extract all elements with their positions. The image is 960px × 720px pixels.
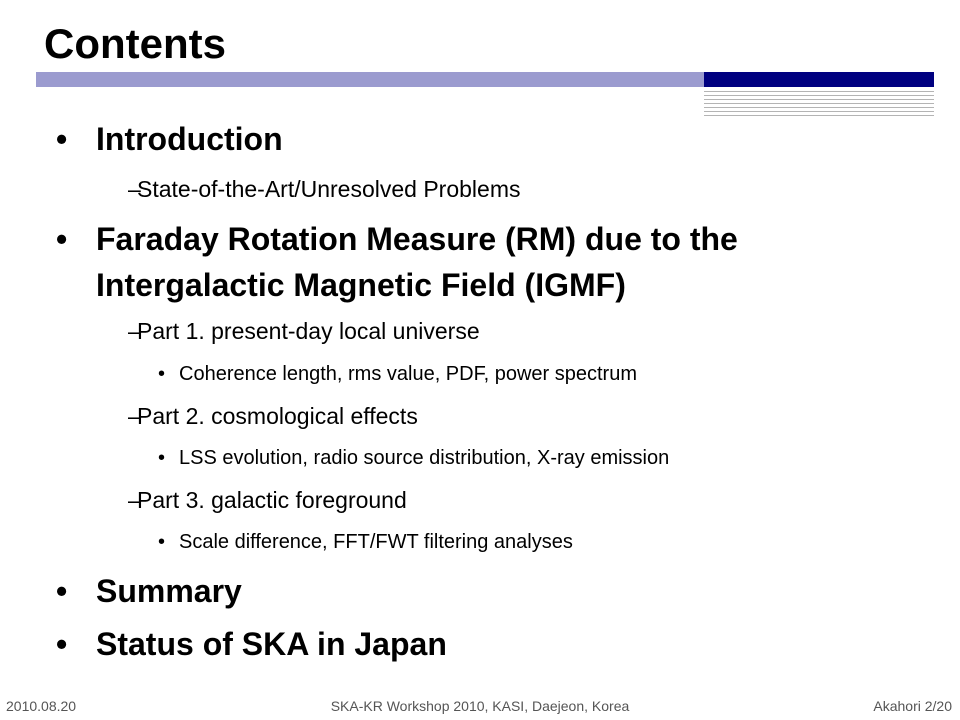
title-rule-dark bbox=[704, 72, 934, 87]
bullet-marker: • bbox=[56, 626, 68, 662]
subsubbullet-text: Coherence length, rms value, PDF, power spectrum bbox=[179, 363, 637, 385]
bullet-text-line1: Faraday Rotation Measure (RM) due to the bbox=[96, 221, 738, 257]
subsubbullet-text: Scale difference, FFT/FWT filtering analyses bbox=[179, 531, 573, 553]
bullet-marker: • bbox=[56, 121, 68, 157]
title-rule-stripes bbox=[704, 91, 934, 119]
subbullet-text: Part 3. galactic foreground bbox=[137, 487, 407, 513]
footer-date: 2010.08.20 bbox=[6, 698, 77, 714]
dash-marker: – bbox=[128, 318, 141, 344]
bullet-text-line2: Intergalactic Magnetic Field (IGMF) bbox=[96, 267, 626, 303]
title-rule-light bbox=[36, 72, 704, 87]
dash-marker: – bbox=[128, 487, 141, 513]
bullet-marker: • bbox=[56, 573, 68, 609]
subbullet-text: Part 2. cosmological effects bbox=[137, 403, 418, 429]
dash-marker: – bbox=[128, 176, 141, 202]
subbullet-text: State-of-the-Art/Unresolved Problems bbox=[137, 176, 521, 202]
bullet-marker: • bbox=[56, 221, 68, 257]
small-bullet-marker: • bbox=[158, 447, 166, 469]
slide-title: Contents bbox=[44, 20, 226, 67]
footer-event: SKA-KR Workshop 2010, KASI, Daejeon, Korea bbox=[330, 698, 630, 714]
bullet-text: Introduction bbox=[96, 121, 283, 157]
subsubbullet-text: LSS evolution, radio source distribution, X-ray emission bbox=[179, 447, 670, 469]
small-bullet-marker: • bbox=[158, 363, 166, 385]
dash-marker: – bbox=[128, 403, 141, 429]
small-bullet-marker: • bbox=[158, 531, 166, 553]
bullet-text: Summary bbox=[96, 573, 242, 609]
footer-page-number: Akahori 2/20 bbox=[873, 698, 952, 714]
bullet-text: Status of SKA in Japan bbox=[96, 626, 447, 662]
subbullet-text: Part 1. present-day local universe bbox=[137, 318, 480, 344]
